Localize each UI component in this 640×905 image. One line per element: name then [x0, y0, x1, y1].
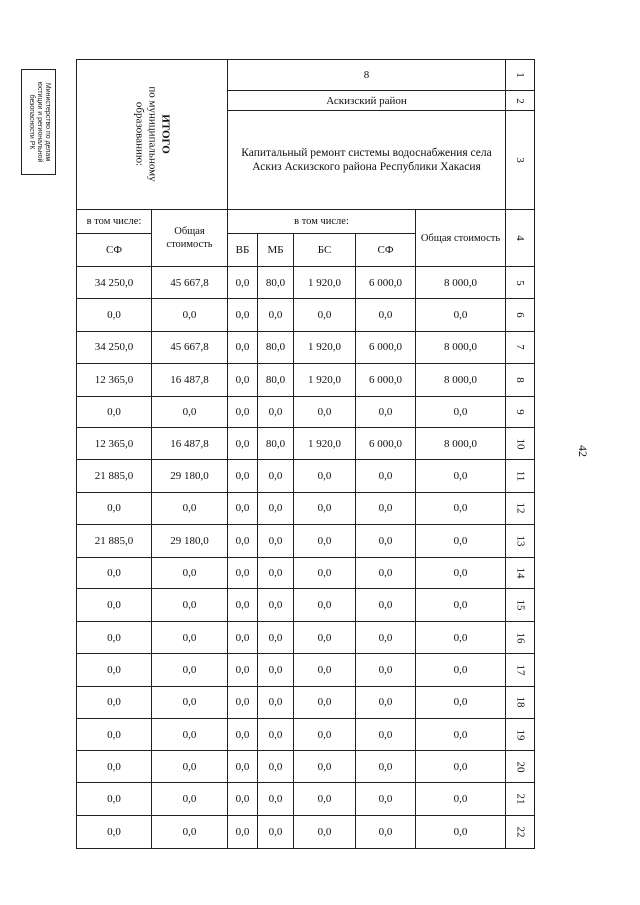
total-left-cell: 0,0 [152, 396, 228, 428]
row-number: 6 [506, 299, 535, 332]
vb-cell: 0,0 [228, 267, 258, 299]
total-left-cell: 0,0 [152, 492, 228, 524]
sf-left-cell: 0,0 [77, 686, 152, 718]
sf-cell: 0,0 [356, 557, 416, 589]
row-number: 5 [506, 267, 535, 299]
bs-cell: 0,0 [294, 589, 356, 622]
sf-left-cell: 0,0 [77, 299, 152, 332]
sf-left-cell: 0,0 [77, 589, 152, 622]
table-row [77, 751, 535, 783]
sf-left-cell: 0,0 [77, 653, 152, 686]
bs-cell: 0,0 [294, 718, 356, 751]
vb-cell: 0,0 [228, 816, 258, 849]
sf-left-cell: 34 250,0 [77, 331, 152, 363]
total-right-cell: 0,0 [416, 718, 506, 751]
total-right-cell: 0,0 [416, 396, 506, 428]
bs-cell: 0,0 [294, 751, 356, 783]
bs-cell: 0,0 [294, 460, 356, 493]
row-number: 4 [506, 209, 535, 266]
total-right-cell: 0,0 [416, 460, 506, 493]
total-right-cell: 0,0 [416, 622, 506, 654]
bs-cell: 0,0 [294, 524, 356, 557]
bs-cell: 0,0 [294, 557, 356, 589]
bs-cell: 0,0 [294, 783, 356, 816]
row-number: 7 [506, 331, 535, 363]
table-row [77, 524, 535, 557]
mb-cell: 0,0 [258, 751, 294, 783]
total-right-cell: 0,0 [416, 816, 506, 849]
row-number: 13 [506, 524, 535, 557]
row-number: 1 [506, 60, 535, 91]
total-left-cell: 0,0 [152, 622, 228, 654]
total-left-cell: 45 667,8 [152, 267, 228, 299]
vb-cell: 0,0 [228, 557, 258, 589]
vb-cell: 0,0 [228, 492, 258, 524]
bs-cell: 0,0 [294, 622, 356, 654]
total-right-cell: 0,0 [416, 589, 506, 622]
vb-cell: 0,0 [228, 363, 258, 396]
vb-cell: 0,0 [228, 524, 258, 557]
vb-cell: 0,0 [228, 299, 258, 332]
project-description: Капитальный ремонт системы водоснабжения села Аскиз Аскизского района Республики Хакасия [228, 111, 506, 209]
sf-cell: 0,0 [356, 816, 416, 849]
row-number: 19 [506, 718, 535, 751]
sf-left-cell: 0,0 [77, 492, 152, 524]
total-left-cell: 0,0 [152, 299, 228, 332]
total-right-cell: 0,0 [416, 653, 506, 686]
sf-left-cell: 21 885,0 [77, 524, 152, 557]
bs-cell: 1 920,0 [294, 331, 356, 363]
total-left-cell: 16 487,8 [152, 363, 228, 396]
sf-left-cell: 0,0 [77, 622, 152, 654]
row-number: 9 [506, 396, 535, 428]
incl-mid-label: в том числе: [228, 209, 416, 234]
total-left-cell: 0,0 [152, 589, 228, 622]
bs-cell: 1 920,0 [294, 363, 356, 396]
mb-cell: 0,0 [258, 460, 294, 493]
row-number: 11 [506, 460, 535, 493]
sf-cell: 6 000,0 [356, 331, 416, 363]
data-body [77, 267, 535, 849]
row-number: 8 [506, 363, 535, 396]
mb-cell: 0,0 [258, 816, 294, 849]
total-left-cell: 0,0 [152, 751, 228, 783]
sf-left-cell: 0,0 [77, 751, 152, 783]
table-row [77, 363, 535, 396]
sf-cell: 0,0 [356, 622, 416, 654]
district-cell: Аскизский район [228, 90, 506, 111]
total-left-cell: 0,0 [152, 816, 228, 849]
table-row [77, 396, 535, 428]
mb-cell: 80,0 [258, 267, 294, 299]
total-left-cell: 0,0 [152, 653, 228, 686]
column-number-cell: 8 [228, 60, 506, 91]
bs-cell: 0,0 [294, 816, 356, 849]
total-left-cell: 45 667,8 [152, 331, 228, 363]
bs-cell: 1 920,0 [294, 267, 356, 299]
bs-cell: 0,0 [294, 299, 356, 332]
sf-left-cell: 21 885,0 [77, 460, 152, 493]
row-number: 22 [506, 816, 535, 849]
bs-cell: 0,0 [294, 492, 356, 524]
total-right-cell: 0,0 [416, 557, 506, 589]
sf-cell: 0,0 [356, 299, 416, 332]
total-right-cell: 0,0 [416, 686, 506, 718]
table-row [77, 267, 535, 299]
sf-left-header: СФ [77, 234, 152, 267]
mb-cell: 0,0 [258, 653, 294, 686]
budget-table [76, 59, 535, 849]
sf-cell: 0,0 [356, 396, 416, 428]
sf-left-cell: 0,0 [77, 718, 152, 751]
sf-left-cell: 12 365,0 [77, 363, 152, 396]
mb-header: МБ [258, 234, 294, 267]
vb-cell: 0,0 [228, 718, 258, 751]
vb-cell: 0,0 [228, 653, 258, 686]
sf-cell: 0,0 [356, 783, 416, 816]
table-row [77, 589, 535, 622]
header-row-1 [77, 60, 535, 91]
sf-left-cell: 0,0 [77, 396, 152, 428]
table-row [77, 299, 535, 332]
vb-cell: 0,0 [228, 460, 258, 493]
bs-cell: 0,0 [294, 396, 356, 428]
sf-cell: 0,0 [356, 686, 416, 718]
row-number: 2 [506, 90, 535, 111]
table-row [77, 816, 535, 849]
vb-cell: 0,0 [228, 622, 258, 654]
table-row [77, 783, 535, 816]
vb-header: ВБ [228, 234, 258, 267]
table-row [77, 492, 535, 524]
total-cost-right-label: Общая стоимость [416, 209, 506, 266]
table-row [77, 653, 535, 686]
stamp-text: Министерство по делам юстиции и региональной безопасности РК [27, 81, 51, 163]
mb-cell: 0,0 [258, 524, 294, 557]
total-left-cell: 16 487,8 [152, 428, 228, 460]
sf-cell: 6 000,0 [356, 267, 416, 299]
table-row [77, 686, 535, 718]
sf-left-cell: 0,0 [77, 557, 152, 589]
sf-cell: 0,0 [356, 653, 416, 686]
total-right-cell: 0,0 [416, 524, 506, 557]
row-number: 12 [506, 492, 535, 524]
vb-cell: 0,0 [228, 686, 258, 718]
total-right-cell: 8 000,0 [416, 331, 506, 363]
mb-cell: 0,0 [258, 622, 294, 654]
table-row [77, 718, 535, 751]
total-right-cell: 0,0 [416, 299, 506, 332]
total-left-cell: 29 180,0 [152, 460, 228, 493]
mb-cell: 0,0 [258, 557, 294, 589]
row-number: 20 [506, 751, 535, 783]
total-header-cell [77, 60, 228, 210]
vb-cell: 0,0 [228, 396, 258, 428]
total-right-cell: 0,0 [416, 492, 506, 524]
mb-cell: 0,0 [258, 718, 294, 751]
mb-cell: 0,0 [258, 686, 294, 718]
total-right-cell: 8 000,0 [416, 428, 506, 460]
mb-cell: 0,0 [258, 396, 294, 428]
row-number: 16 [506, 622, 535, 654]
total-right-cell: 0,0 [416, 751, 506, 783]
vb-cell: 0,0 [228, 428, 258, 460]
sf-cell: 0,0 [356, 718, 416, 751]
sf-cell: 6 000,0 [356, 363, 416, 396]
sf-cell: 0,0 [356, 460, 416, 493]
mb-cell: 80,0 [258, 428, 294, 460]
table-row [77, 557, 535, 589]
mb-cell: 0,0 [258, 492, 294, 524]
registration-stamp [21, 69, 56, 175]
sf-cell: 6 000,0 [356, 428, 416, 460]
incl-left-label: в том числе: [77, 209, 152, 234]
row-number: 14 [506, 557, 535, 589]
total-left-cell: 0,0 [152, 686, 228, 718]
total-left-cell: 0,0 [152, 718, 228, 751]
total-left-cell: 0,0 [152, 557, 228, 589]
sf-cell: 0,0 [356, 524, 416, 557]
total-left-cell: 29 180,0 [152, 524, 228, 557]
row-number: 18 [506, 686, 535, 718]
page-number: 42 [576, 445, 590, 457]
sf-cell: 0,0 [356, 492, 416, 524]
table-row [77, 331, 535, 363]
vb-cell: 0,0 [228, 589, 258, 622]
row-number: 10 [506, 428, 535, 460]
mb-cell: 0,0 [258, 783, 294, 816]
sf-left-cell: 0,0 [77, 816, 152, 849]
mb-cell: 80,0 [258, 363, 294, 396]
bs-header: БС [294, 234, 356, 267]
total-right-cell: 8 000,0 [416, 267, 506, 299]
mb-cell: 80,0 [258, 331, 294, 363]
table-row [77, 460, 535, 493]
total-cost-left-label: Общая стоимость [152, 209, 228, 266]
row-number: 3 [506, 111, 535, 209]
mb-cell: 0,0 [258, 299, 294, 332]
header-row-4a [77, 209, 535, 234]
bs-cell: 1 920,0 [294, 428, 356, 460]
sf-cell: 0,0 [356, 751, 416, 783]
sf-left-cell: 34 250,0 [77, 267, 152, 299]
total-right-cell: 8 000,0 [416, 363, 506, 396]
sf-cell: 0,0 [356, 589, 416, 622]
bs-cell: 0,0 [294, 653, 356, 686]
total-header-text: ИТОГО по муниципальному образованию: [133, 86, 172, 182]
sf-header: СФ [356, 234, 416, 267]
table-row [77, 428, 535, 460]
table-row [77, 622, 535, 654]
total-left-cell: 0,0 [152, 783, 228, 816]
row-number: 21 [506, 783, 535, 816]
vb-cell: 0,0 [228, 783, 258, 816]
sf-left-cell: 0,0 [77, 783, 152, 816]
row-number: 15 [506, 589, 535, 622]
sf-left-cell: 12 365,0 [77, 428, 152, 460]
vb-cell: 0,0 [228, 331, 258, 363]
row-number: 17 [506, 653, 535, 686]
vb-cell: 0,0 [228, 751, 258, 783]
mb-cell: 0,0 [258, 589, 294, 622]
bs-cell: 0,0 [294, 686, 356, 718]
total-right-cell: 0,0 [416, 783, 506, 816]
